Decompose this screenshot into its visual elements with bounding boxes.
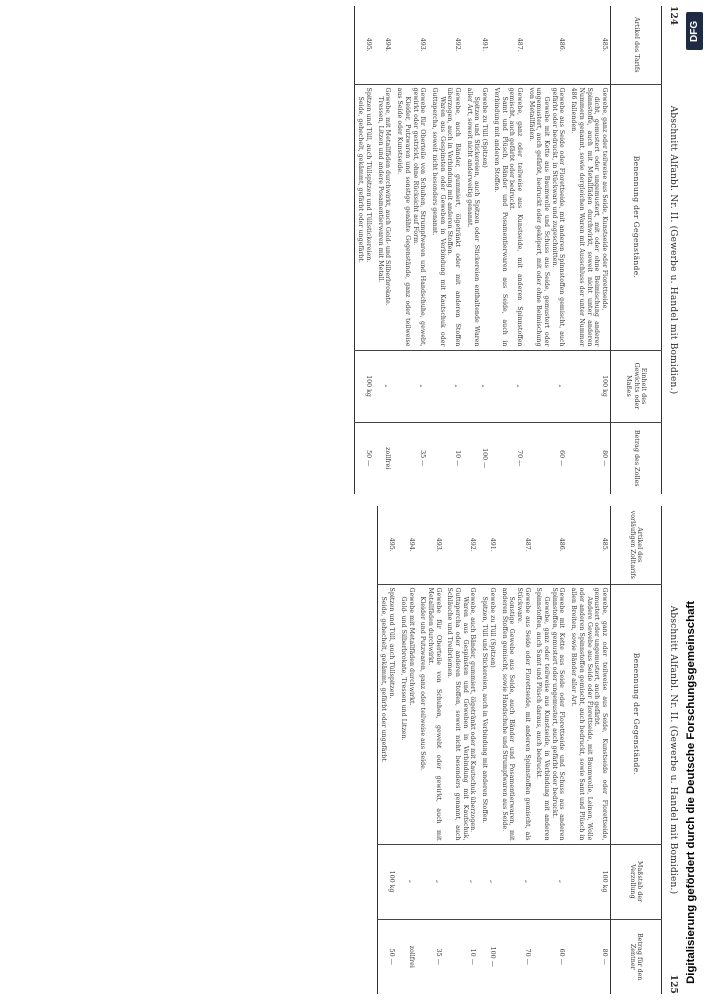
unit-cell: „ [533, 844, 568, 919]
unit-cell: „ [490, 350, 525, 422]
table-row [567, 6, 610, 494]
description-text: Gewebe, ganz oder teilweise aus Seide, Kunstseide oder Florettseide, gemustert oder ungemustert, auch gefärbt. [593, 587, 608, 841]
duty-cell: 80 — [567, 422, 610, 494]
description-text: Gewebe, auch Bänder, gummiert, ölgetränkt oder mit anderen Stoffen überzogen, auch in Verbindung mit anderen Stoffen. [446, 87, 462, 347]
unit-cell: „ [525, 350, 568, 422]
watermark-text: Digitalisierung gefördert durch die Deutsche Forschungsgemeinschaft [685, 601, 697, 984]
unit-cell: 100 kg [567, 844, 610, 919]
duty-cell: 70 — [498, 919, 533, 994]
description-continuation: Gewebe mit Kette aus Baumwolle und Schuss aus Seide, gemustert oder ungemustert, auch gefärbt, bedruckt oder geköpert, mit oder ohne Beimischung von Metallfäden. [527, 87, 551, 347]
article-number-cell: 491. [463, 6, 490, 84]
header-duty: Betrag des Zolles [611, 422, 662, 494]
article-number-cell: 487. [490, 6, 525, 84]
article-number-cell: 486. [533, 506, 568, 584]
description-continuation: Gewebe, ganz oder teilweise aus Kunstseide, in Verbindung mit anderen Spinnstoffen, auch Samt und Plüsch daraus, auch bedruckt. [535, 587, 551, 841]
duty-cell: 10 — [444, 919, 479, 994]
duty-cell: 100 — [478, 919, 497, 994]
description-continuation: Sonstige Gewebe aus Seide, auch Bänder und Posamentierwaren, mit anderen Stoffen gemischt, sowie Handschuhe und Strumpfwaren aus Seide. [500, 587, 516, 841]
description-cell [377, 584, 397, 844]
description-text: Gewebe für Oberteile von Schuhen, Strumpfwaren und Handschuhe, gewebt, gewirkt oder gestrickt, ohne Rücksicht auf Form. [411, 87, 427, 347]
table-row [463, 6, 490, 494]
header-article-number: Artikel des Tarifs [611, 6, 662, 84]
header-goods-description: Benennung der Gegenstände. [611, 584, 662, 844]
table-row [533, 506, 568, 994]
description-text: Gewebe aus Seide oder Florettseide, mit anderen Spinnstoffen gemischt, auch gefärbt oder bedruckt, in Stückware und zugeschnitten. [550, 87, 566, 347]
description-cell [567, 84, 610, 350]
description-continuation: Kleider, Putzwaren und sonstige genähte Gegenstände, ganz oder teilweise aus Seide oder Kunstseide. [396, 87, 411, 347]
description-continuation: Gold- und Silberbrokate, Tressen und Litzen. [399, 596, 407, 741]
right-page-header [662, 506, 680, 994]
duty-cell: 10 — [428, 422, 463, 494]
description-cell [417, 584, 444, 844]
description-cell [567, 584, 610, 844]
description-text: Spitzen und Tüll, auch Tüllspitzen. [388, 587, 396, 699]
unit-cell: „ [393, 350, 428, 422]
header-goods-description: Benennung der Gegenstände. [611, 84, 662, 350]
duty-cell: zollfrei [397, 919, 416, 994]
article-number-cell: 491. [478, 506, 497, 584]
description-cell [498, 584, 533, 844]
description-cell [525, 84, 568, 350]
table-header-row [611, 506, 662, 994]
table-row [498, 506, 533, 994]
duty-cell: 70 — [490, 422, 525, 494]
article-number-cell: 492. [428, 6, 463, 84]
unit-cell: „ [463, 350, 490, 422]
table-row [393, 6, 428, 494]
right-page [10, 506, 680, 994]
table-row [490, 6, 525, 494]
description-continuation: Seide, gehechelt, gekämmt, gefärbt oder ungefärbt. [357, 96, 365, 264]
right-tariff-table [377, 506, 662, 994]
article-number-cell: 493. [393, 6, 428, 84]
article-number-cell: 485. [567, 506, 610, 584]
table-header-row [611, 6, 662, 494]
unit-cell: „ [397, 844, 416, 919]
header-duty: Betrag für den Zentner [611, 919, 662, 994]
article-number-cell: 494. [397, 506, 416, 584]
duty-cell: 60 — [533, 919, 568, 994]
description-cell [374, 84, 393, 350]
header-article-number: Artikel des vorläufigen Zolltarifs [611, 506, 662, 584]
table-row [567, 506, 610, 994]
description-continuation: Andere Gewebe aus Seide oder Florettseide, mit Baumwolle, Leinen, Wolle oder anderen Spinnstoffen gemischt, auch bedruckt, sowie Samt und Plüsch in allen Breiten, sowie Bänder aller Art. [570, 587, 593, 841]
description-cell [463, 84, 490, 350]
table-row [444, 506, 479, 994]
right-running-head: Abschnitt Alfanbl. Nr. II. (Gewerbe u. Handel mit Bomidien.) [668, 605, 678, 895]
unit-cell: „ [498, 844, 533, 919]
description-cell [444, 584, 479, 844]
unit-cell: „ [478, 844, 497, 919]
right-page-number: 125 [668, 974, 678, 994]
description-text: Gewebe aus Seide oder Florettseide, mit anderen Spinnstoffen gemischt, als Stückware. [515, 587, 531, 841]
table-row [478, 506, 497, 994]
description-continuation: Waren aus Gespinsten und Geweben in Verbindung mit Kautschuk, Guttapercha oder anderen Stoffen, soweit nicht besonders genannt, auch Schläuche und Treibriemen. [446, 587, 469, 841]
description-text: Gewebe zu Tüll (Spitzen) [488, 587, 496, 668]
article-number-cell: 487. [498, 506, 533, 584]
unit-cell: 100 kg [354, 350, 374, 422]
unit-cell: „ [428, 350, 463, 422]
unit-cell: „ [444, 844, 479, 919]
table-row [374, 6, 393, 494]
header-unit: Maßstab der Verzollung [611, 844, 662, 919]
duty-cell: 50 — [377, 919, 397, 994]
unit-cell: 100 kg [377, 844, 397, 919]
description-text: Gewebe zu Tüll (Spitzen) [481, 87, 489, 168]
description-text: Gewebe, ganz oder teilweise aus Kunstseide, mit anderen Spinnstoffen gemischt, auch gefärbt oder bedruckt. [508, 87, 523, 347]
table-row [377, 506, 397, 994]
left-page-header [662, 6, 680, 494]
header-unit: Einheit des Gewichts oder Maßes [611, 350, 662, 422]
description-cell [428, 84, 463, 350]
unit-cell: „ [374, 350, 393, 422]
dfg-logo: DFG [686, 12, 703, 50]
table-row [417, 506, 444, 994]
description-cell [478, 584, 497, 844]
description-text: Gewebe, mit Metallfäden durchwirkt, auch Gold- und Silberbrokate. [384, 87, 392, 306]
description-continuation: Kleider und Putzwaren, ganz oder teilweise aus Seide. [419, 596, 427, 771]
description-text: Gewebe für Oberteile von Schuhen, gewebt oder gewirkt, auch mit Metallfäden durchwirkt. [426, 587, 442, 841]
article-number-cell: 492. [444, 506, 479, 584]
table-row [525, 6, 568, 494]
dfg-watermark [684, 6, 706, 996]
left-running-head: Abschnitt Alfanbl. Nr. II. (Gewerbe u. Handel mit Bomidien.) [668, 105, 678, 395]
article-number-cell: 494. [374, 6, 393, 84]
description-cell [397, 584, 416, 844]
article-number-cell: 495. [377, 506, 397, 584]
duty-cell: 50 — [354, 422, 374, 494]
unit-cell: „ [417, 844, 444, 919]
description-cell [393, 84, 428, 350]
duty-cell: 80 — [567, 919, 610, 994]
description-text: Gewebe mit Metallfäden durchwirkt. [407, 587, 415, 706]
description-continuation: Waren aus Gespinsten oder Geweben in Verbindung mit Kautschuk oder Guttapercha, soweit nicht besonders genannt. [430, 87, 446, 347]
description-text: Gewebe mit Kette aus Seide oder Florettseide und Schuss aus anderen Spinnstoffen, gemustert oder ungemustert, auch gefärbt oder bedruckt. [550, 587, 566, 841]
article-number-cell: 486. [525, 6, 568, 84]
table-row [428, 6, 463, 494]
table-row [354, 6, 374, 494]
article-number-cell: 493. [417, 506, 444, 584]
left-page [10, 6, 680, 494]
duty-cell: 60 — [525, 422, 568, 494]
duty-cell: zollfrei [374, 422, 393, 494]
left-page-number: 124 [668, 6, 678, 26]
description-continuation: Seide, gehechelt, gekämmt, gefärbt oder ungefärbt. [380, 596, 388, 764]
duty-cell: 100 — [463, 422, 490, 494]
description-text: Gewebe, ganz oder teilweise aus Seide, Kunstseide oder Florettseide, [601, 87, 608, 311]
article-number-cell: 495. [354, 6, 374, 84]
description-continuation: Samt und Plüsch, Bänder und Posamentierwaren aus Seide, auch in Verbindung mit anderen Stoffen. [492, 87, 508, 347]
description-cell [490, 84, 525, 350]
duty-cell: 35 — [393, 422, 428, 494]
description-cell [354, 84, 374, 350]
duty-cell: 35 — [417, 919, 444, 994]
description-continuation: dicht, gemustert oder ungemustert, mit oder ohne Beimischung anderer Spinnstoffe, auch mit Metallfäden durchwirkt, soweit nicht unter anderen Nummern genannt, sowie dergleichen Waren mit Ausschluss der unter Nummer 486 fallenden. [570, 87, 601, 347]
description-continuation: Spitzen und Stickereien, auch Spitzen oder Stickereien enthaltende Waren aller Art, soweit nicht anderweitig genannt. [465, 87, 481, 347]
description-continuation: Spitzen, Tüll und Stickereien, auch in Verbindung mit anderen Stoffen. [481, 596, 489, 824]
unit-cell: 100 kg [567, 350, 610, 422]
description-continuation: Tressen, Litzen und andere Posamentierwaren mit Metall. [376, 96, 384, 283]
table-row [397, 506, 416, 994]
left-tariff-table [354, 6, 662, 494]
article-number-cell: 485. [567, 6, 610, 84]
description-text: Spitzen und Tüll, auch Tüllspitzen und Tüllstickereien. [365, 87, 373, 263]
description-text: Gewebe, auch Bänder, gummiert, ölgetränkt oder mit Kautschuk überzogen. [469, 587, 477, 833]
description-cell [533, 584, 568, 844]
